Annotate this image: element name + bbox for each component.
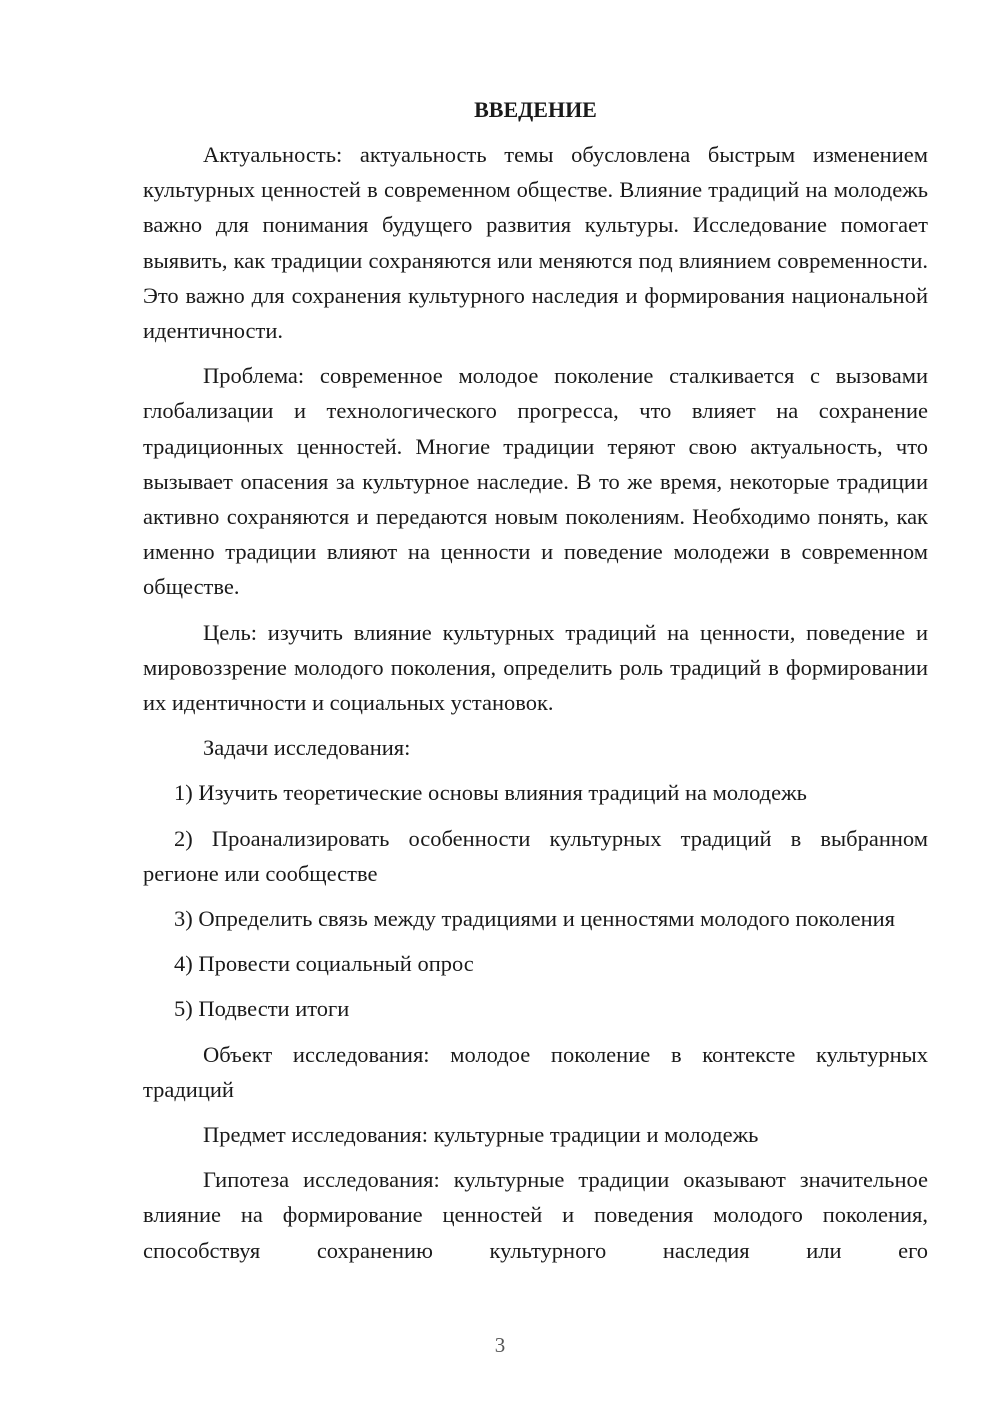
goal-paragraph: Цель: изучить влияние культурных традиций на ценности, поведение и мировоззрение молодого поколения, определить роль традиций в формировании их идентичности и социальных установок.	[143, 619, 928, 716]
task-item-5: 5) Подвести итоги	[174, 996, 350, 1022]
section-title: ВВЕДЕНИЕ	[474, 97, 597, 122]
task-item-2: 2) Проанализировать особенности культурных традиций в выбранном регионе или сообществе	[143, 825, 928, 886]
document-page	[143, 92, 928, 1278]
hypothesis-paragraph: Гипотеза исследования: культурные традиции оказывают значительное влияние на формирование ценностей и поведения молодого поколения, способствуя сохранению культурного наследия или его	[143, 1167, 928, 1263]
task-item-1: 1) Изучить теоретические основы влияния традиций на молодежь	[174, 780, 807, 806]
problem-paragraph: Проблема: современное молодое поколение сталкивается с вызовами глобализации и технологического прогресса, что влияет на сохранение традиционных ценностей. Многие традиции теряют свою актуальность, что вызывает опасения за культурное наследие. В то же время, некоторые традиции активно сохраняются и передаются новым поколениям. Необходимо понять, как именно традиции влияют на ценности и поведение молодежи в современном обществе.	[143, 363, 928, 600]
task-item-4: 4) Провести социальный опрос	[174, 951, 474, 977]
tasks-heading: Задачи исследования:	[203, 735, 411, 761]
task-item-3: 3) Определить связь между традициями и ценностями молодого поколения	[174, 906, 896, 932]
subject-paragraph: Предмет исследования: культурные традиции и молодежь	[203, 1122, 759, 1148]
object-paragraph: Объект исследования: молодое поколение в контексте культурных традиций	[143, 1041, 928, 1102]
page-number: 3	[494, 1333, 506, 1357]
relevance-paragraph: Актуальность: актуальность темы обусловлена быстрым изменением культурных ценностей в современном обществе. Влияние традиций на молодежь важно для понимания будущего развития культуры. Исследование помогает выявить, как традиции сохраняются или меняются под влиянием современности. Это важно для сохранения культурного наследия и формирования национальной идентичности.	[143, 142, 928, 344]
